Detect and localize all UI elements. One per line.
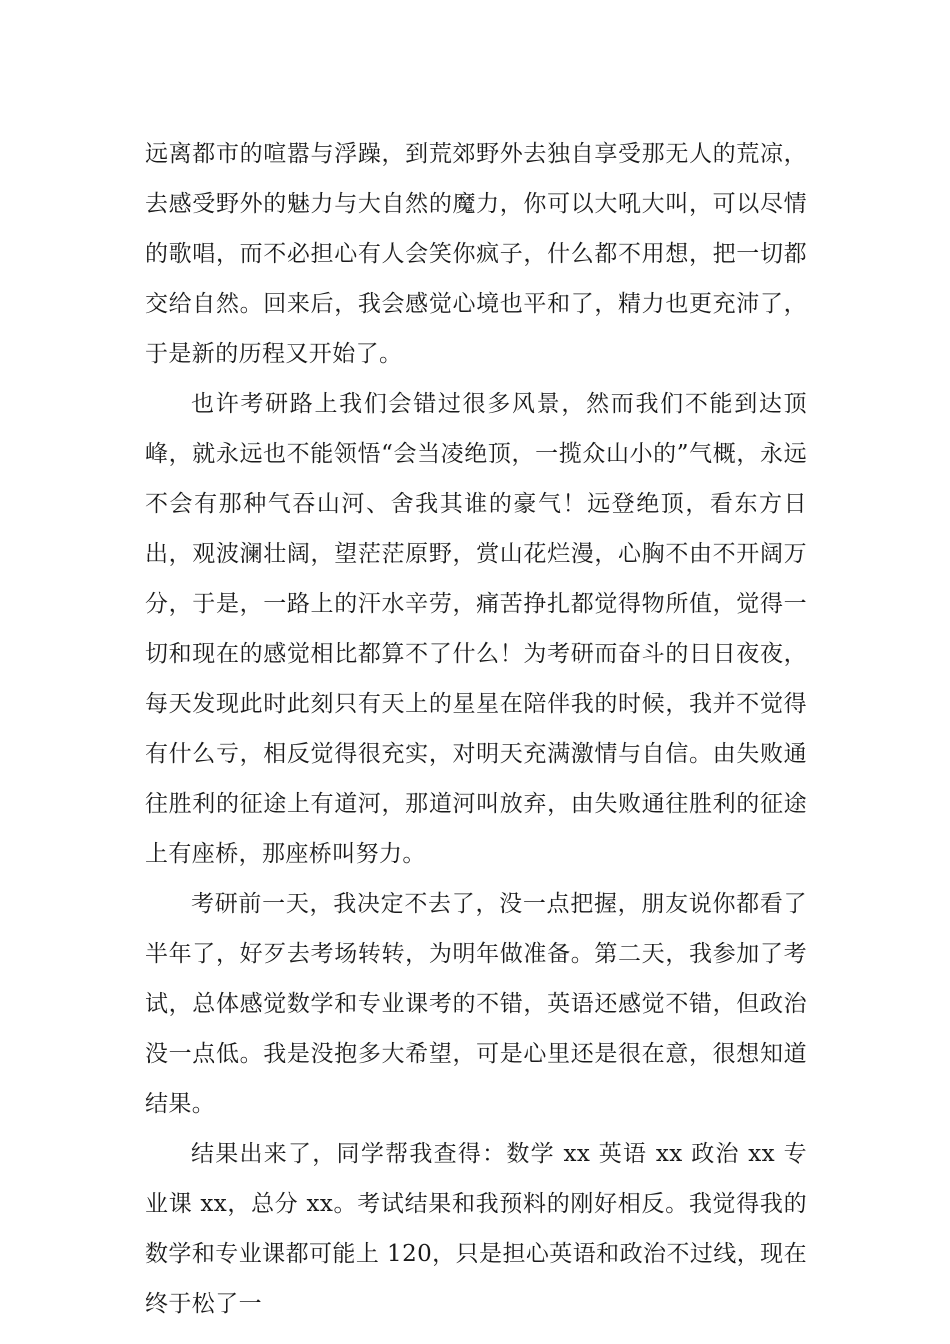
document-body <box>145 129 807 1329</box>
paragraph-1: 远离都市的喧嚣与浮躁，到荒郊野外去独自享受那无人的荒凉，去感受野外的魅力与大自然的魔力，你可以大吼大叫，可以尽情的歌唱，而不必担心有人会笑你疯子，什么都不用想，把一切都交给自然。回来后，我会感觉心境也平和了，精力也更充沛了，于是新的历程又开始了。 <box>145 141 807 367</box>
paragraph-2: 也许考研路上我们会错过很多风景，然而我们不能到达顶峰，就永远也不能领悟“会当凌绝顶，一揽众山小的”气概，永远不会有那种气吞山河、舍我其谁的豪气！远登绝顶，看东方日出，观波澜壮阔，望茫茫原野，赏山花烂漫，心胸不由不开阔万分，于是，一路上的汗水辛劳，痛苦挣扎都觉得物所值，觉得一切和现在的感觉相比都算不了什么！为考研而奋斗的日日夜夜，每天发现此时此刻只有天上的星星在陪伴我的时候，我并不觉得有什么亏，相反觉得很充实，对明天充满激情与自信。由失败通往胜利的征途上有道河，那道河叫放弃，由失败通往胜利的征途上有座桥，那座桥叫努力。 <box>145 391 807 867</box>
paragraph-3: 考研前一天，我决定不去了，没一点把握，朋友说你都看了半年了，好歹去考场转转，为明年做准备。第二天，我参加了考试，总体感觉数学和专业课考的不错，英语还感觉不错，但政治没一点低。我是没抱多大希望，可是心里还是很在意，很想知道结果。 <box>145 891 807 1117</box>
paragraph-4: 结果出来了，同学帮我查得：数学 xx 英语 xx 政治 xx 专业课 xx，总分 xx。考试结果和我预料的刚好相反。我觉得我的数学和专业课都可能上 120，只是担心英语和政治不过线，现在终于松了一 <box>145 1141 807 1317</box>
